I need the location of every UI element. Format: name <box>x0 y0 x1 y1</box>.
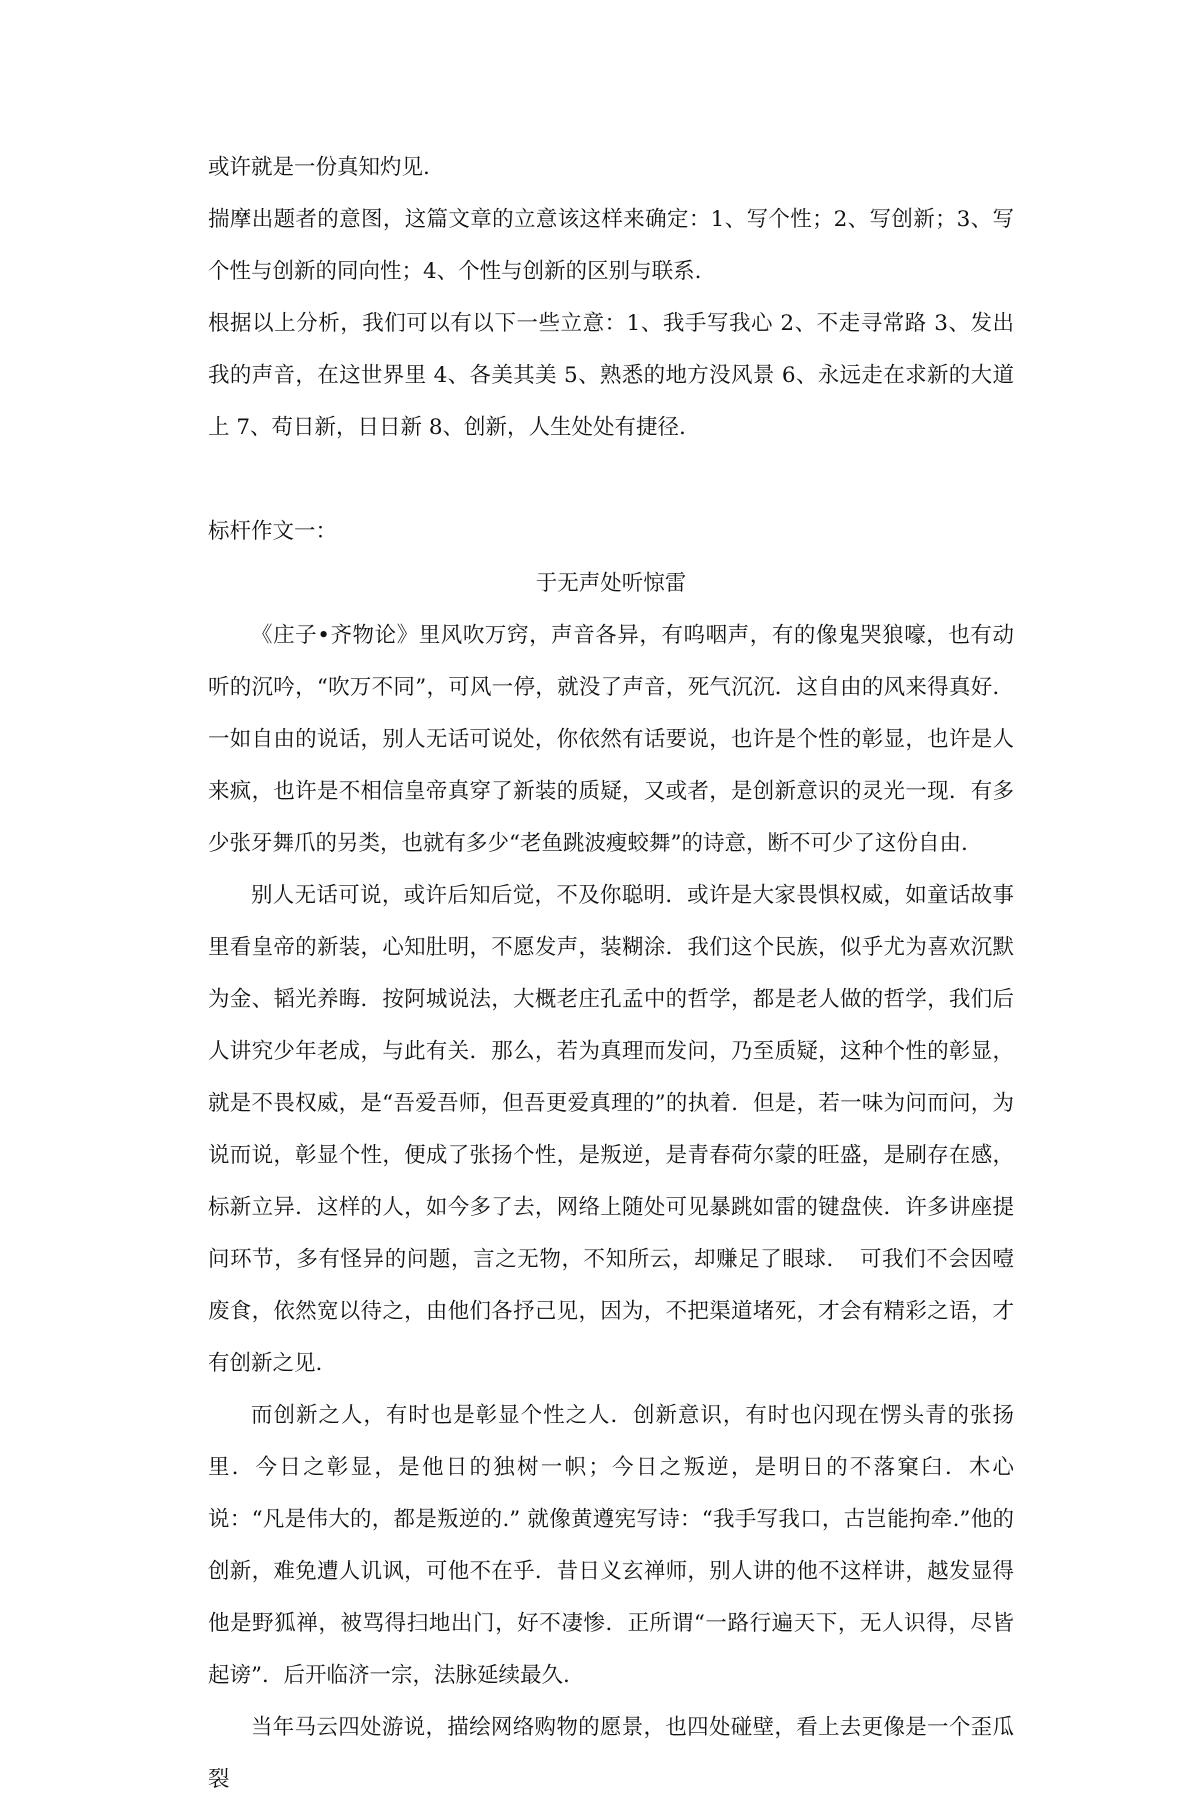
essay-label: 标杆作文一： <box>208 519 338 544</box>
essay-paragraph-2: 别人无话可说，或许后知后觉，不及你聪明．或许是大家畏惧权威，如童话故事里看皇帝的新装，心知肚明，不愿发声，装糊涂．我们这个民族，似乎尤为喜欢沉默为金、韬光养晦．按阿城说法，大概老庄孔孟中的哲学，都是老人做的哲学，我们后人讲究少年老成，与此有关．那么，若为真理而发问，乃至质疑，这种个性的彰显，就是不畏权威，是“吾爱吾师，但吾更爱真理的”的执着．但是，若一味为问而问，为说而说，彰显个性，便成了张扬个性，是叛逆，是青春荷尔蒙的旺盛，是刷存在感，标新立异．这样的人，如今多了去，网络上随处可见暴跳如雷的键盘侠．许多讲座提问环节，多有怪异的问题，言之无物，不知所云，却赚足了眼球． 可我们不会因噎废食，依然宽以待之，由他们各抒己见，因为，不把渠道堵死，才会有精彩之语，才有创新之见. <box>208 883 1014 1376</box>
essay-title: 于无声处听惊雷 <box>535 571 687 596</box>
essay-paragraph-1: 《庄子•齐物论》里风吹万窍，声音各异，有呜咽声，有的像鬼哭狼嚎，也有动听的沉吟，“吹万不同”，可风一停，就没了声音，死气沉沉．这自由的风来得真好．一如自由的说话，别人无话可说处，你依然有话要说，也许是个性的彰显，也许是人来疯，也许是不相信皇帝真穿了新装的质疑，又或者，是创新意识的灵光一现．有多少张牙舞爪的另类，也就有多少“老鱼跳波瘦蛟舞”的诗意，断不可少了这份自由. <box>208 623 1014 856</box>
essay-paragraph-4: 当年马云四处游说，描绘网络购物的愿景，也四处碰壁，看上去更像是一个歪瓜裂 <box>208 1715 1014 1792</box>
intro-paragraph-3: 根据以上分析，我们可以有以下一些立意：1、我手写我心 2、不走寻常路 3、发出我的声音，在这世界里 4、各美其美 5、熟悉的地方没风景 6、永远走在求新的大道上 7、苟日新，日日新 8、创新，人生处处有捷径. <box>208 311 1014 440</box>
document-body <box>208 142 1014 1806</box>
essay-paragraph-3: 而创新之人，有时也是彰显个性之人．创新意识，有时也闪现在愣头青的张扬里．今日之彰显，是他日的独树一帜；今日之叛逆，是明日的不落窠臼．木心说：“凡是伟大的，都是叛逆的.” 就像黄遵宪写诗：“我手写我口，古岂能拘牵.”他的创新，难免遭人讥讽，可他不在乎．昔日义玄禅师，别人讲的他不这样讲，越发显得他是野狐禅，被骂得扫地出门，好不凄惨．正所谓“一路行遍天下，无人识得，尽皆起谤”．后开临济一宗，法脉延续最久. <box>208 1403 1014 1688</box>
section-gap <box>208 454 1014 506</box>
intro-paragraph-1: 或许就是一份真知灼见. <box>208 155 430 180</box>
intro-paragraph-2: 揣摩出题者的意图，这篇文章的立意该这样来确定：1、写个性；2、写创新；3、写个性与创新的同向性；4、个性与创新的区别与联系. <box>208 207 1014 284</box>
